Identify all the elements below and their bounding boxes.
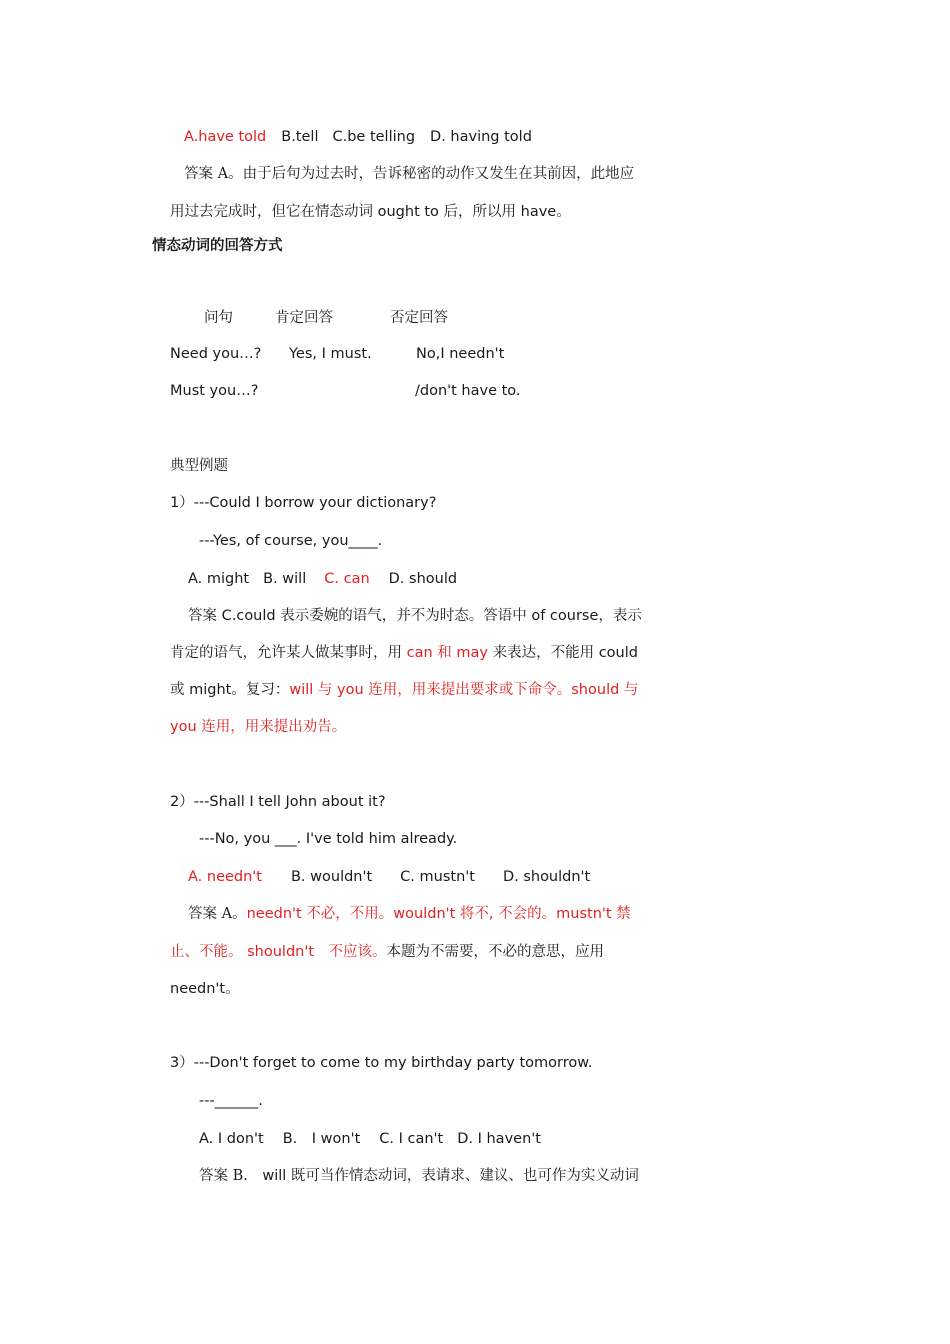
q2-explanation-line2: 止、不能。 shouldn't 不应该。本题为不需要，不必的意思，应用 xyxy=(170,944,605,960)
q1-option-a: A. might xyxy=(188,571,250,587)
header-negative: 否定回答 xyxy=(390,310,448,326)
q1-stem: 1）---Could I borrow your dictionary? xyxy=(170,495,437,511)
q1-explanation-line3: 或 might。复习：will 与 you 连用，用来提出要求或下命令。should 与 xyxy=(170,682,639,698)
q2-option-d: D. shouldn't xyxy=(502,869,591,885)
q2-option-a: A. needn't xyxy=(188,869,262,885)
q3-stem: 3）---Don't forget to come to my birthday party tomorrow. xyxy=(170,1055,593,1071)
q0-answer-line2: 用过去完成时，但它在情态动词 ought to 后，所以用 have。 xyxy=(170,204,571,220)
q2-explanation-line1: 答案 A。needn't 不必，不用。wouldn't 将不, 不会的。mustn't 禁 xyxy=(188,906,631,922)
section-title: 情态动词的回答方式 xyxy=(152,238,283,254)
q2-option-c: C. mustn't xyxy=(400,869,475,885)
row1-negative: No,I needn't xyxy=(416,346,505,362)
row2-question: Must you…? xyxy=(170,383,259,399)
q0-option-d: D. having told xyxy=(430,129,532,145)
q0-option-b: B.tell xyxy=(281,129,319,145)
row2-negative: /don't have to. xyxy=(415,383,521,399)
row1-question: Need you…? xyxy=(170,346,262,362)
q2-reply: ---No, you ___. I've told him already. xyxy=(199,831,458,847)
q1-explanation-line1: 答案 C.could 表示委婉的语气，并不为时态。答语中 of course，表示 xyxy=(188,608,642,624)
q3-option-d: D. I haven't xyxy=(457,1131,541,1147)
q2-option-b: B. wouldn't xyxy=(290,869,373,885)
header-positive: 肯定回答 xyxy=(275,310,333,326)
q3-option-b: B. I won't xyxy=(282,1131,361,1147)
q1-explanation-line4: you 连用，用来提出劝告。 xyxy=(170,719,347,735)
row1-positive: Yes, I must. xyxy=(289,346,372,362)
q1-explanation-line2: 肯定的语气，允许某人做某事时，用 can 和 may 来表达，不能用 could xyxy=(170,645,638,661)
header-question: 问句 xyxy=(204,310,233,326)
q3-reply: ---______. xyxy=(199,1093,263,1109)
examples-label: 典型例题 xyxy=(170,458,228,474)
q0-option-a: A.have told xyxy=(184,129,267,145)
q1-option-d: D. should xyxy=(388,571,458,587)
q2-stem: 2）---Shall I tell John about it? xyxy=(170,794,386,810)
q1-option-c: C. can xyxy=(324,571,370,587)
q2-explanation-line3: needn't。 xyxy=(170,981,240,997)
q3-option-a: A. I don't xyxy=(199,1131,264,1147)
q3-option-c: C. I can't xyxy=(379,1131,444,1147)
q0-options xyxy=(184,128,532,146)
q2-options xyxy=(188,868,590,886)
q3-explanation-line1: 答案 B. will 既可当作情态动词，表请求、建议、也可作为实义动词 xyxy=(199,1168,639,1184)
q1-reply: ---Yes, of course, you____. xyxy=(199,533,383,549)
q1-option-b: B. will xyxy=(263,571,307,587)
q1-options xyxy=(188,570,457,588)
q0-answer-line1: 答案 A。由于后句为过去时，告诉秘密的动作又发生在其前因，此地应 xyxy=(184,166,635,182)
q0-option-c: C.be telling xyxy=(332,129,416,145)
q3-options xyxy=(199,1130,541,1148)
